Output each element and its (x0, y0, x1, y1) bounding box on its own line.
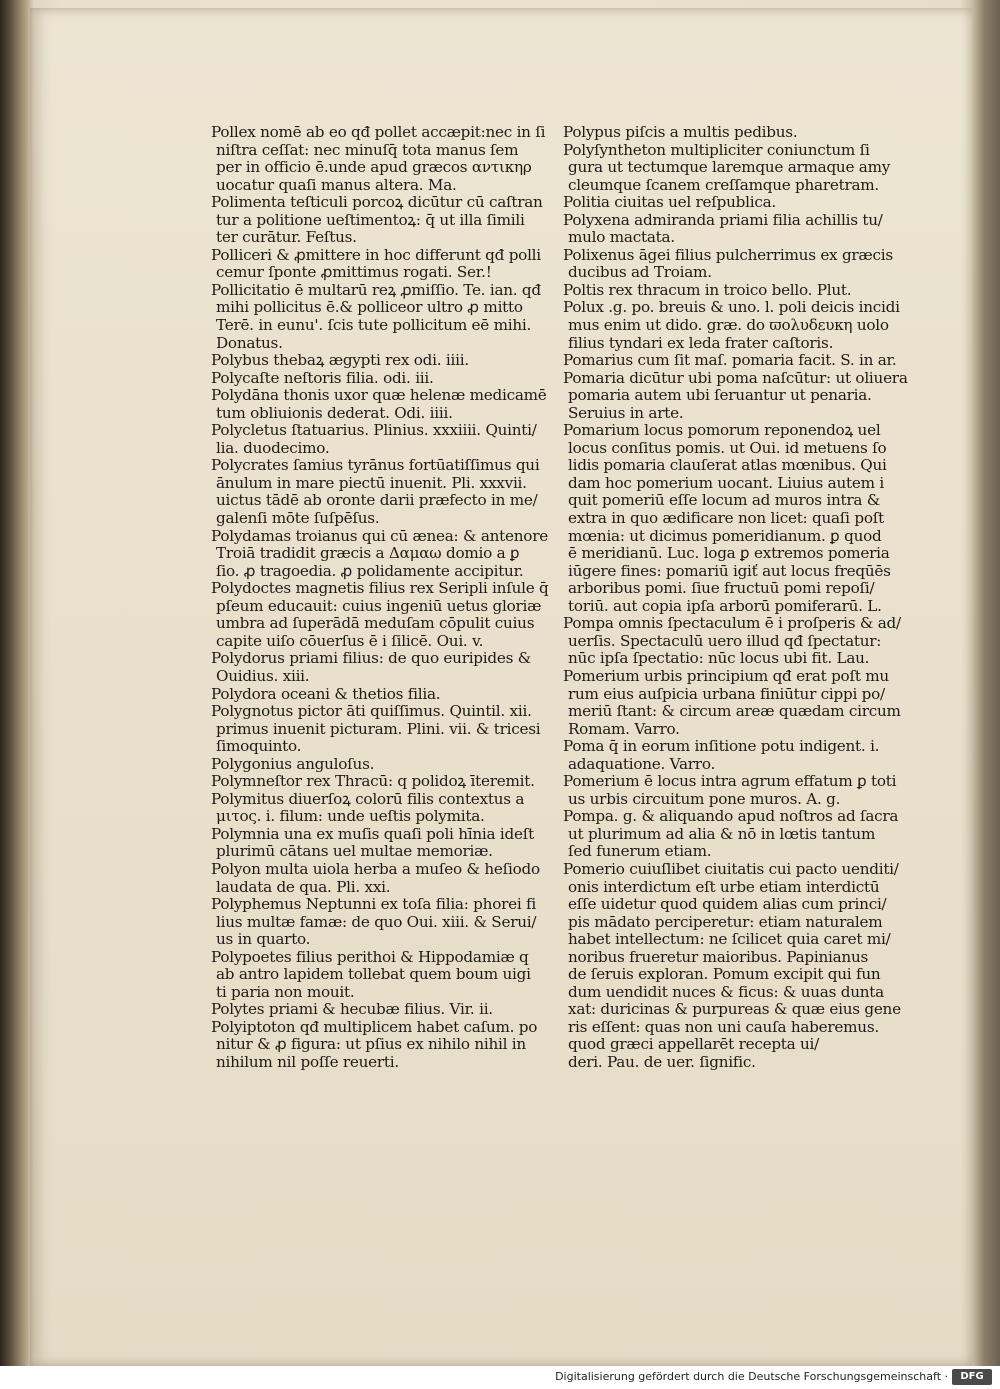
entry-line: uerſis. Spectaculū uero illud qđ ſpectatur: (568, 631, 882, 650)
entry-line: mihi pollicitus ē.& polliceor ultro ꝓ mitto (216, 298, 523, 317)
entry-line: Pomerium urbis principium qđ erat poſt mu (563, 666, 889, 685)
entry-line: Polymneſtor rex Thracū: q polidoꝝ īteremit. (211, 772, 535, 791)
entry-line: quod græci appellarēt recepta ui/ (568, 1035, 820, 1054)
entry-line: Pompa. g. & aliquando apud noſtros ad ſacra (563, 807, 899, 826)
dictionary-entry (211, 703, 556, 756)
dictionary-entry (211, 387, 556, 422)
entry-line: Polycrates ſamius tyrānus fortūatiſſimus qui (211, 456, 540, 475)
entry-line: extra in quo ædificare non licet: quaſi poſt (568, 509, 884, 528)
entry-line: laudata de qua. Pli. xxi. (216, 877, 391, 896)
entry-line: Polymitus diuerſoꝝ colorū filis contextus a (211, 789, 525, 808)
entry-line: tum obliuionis dederat. Odi. iiii. (216, 403, 453, 422)
entry-line: habet intellectum: ne ſcilicet quia caret mi/ (568, 930, 891, 949)
dictionary-entry (211, 826, 556, 861)
dictionary-entry (563, 282, 903, 300)
dictionary-entry (211, 247, 556, 282)
dictionary-entry (563, 738, 903, 773)
entry-line: Polycaſte neſtoris filia. odi. iii. (211, 368, 434, 387)
dictionary-entry (211, 756, 556, 774)
entry-line: Pollex nomē ab eo qđ pollet accæpit:nec in ſi (211, 123, 546, 141)
dictionary-entry (563, 368, 908, 423)
dictionary-entry (211, 896, 556, 949)
entry-line: Polymnia una ex muſis quaſi poli hīnia ideſt (211, 824, 534, 843)
entry-line: Polimenta teſticuli porcoꝝ dicūtur cū caſtran (211, 193, 543, 212)
entry-line: ſio. ꝓ tragoedia. ꝓ polidamente accipitur. (216, 561, 524, 580)
entry-line: onis interdictum eſt urbe etiam interdictū (568, 877, 880, 896)
dictionary-entry (563, 422, 903, 615)
dictionary-entry (211, 773, 556, 791)
entry-line: arboribus pomi. ſiue fructuū pomi repoſi/ (568, 579, 875, 598)
entry-line: pis mādato perciperetur: etiam naturalem (568, 912, 883, 931)
digitization-footer (0, 1366, 1000, 1389)
entry-line: dam hoc pomerium uocant. Liuius autem i (568, 473, 884, 492)
dictionary-entry (563, 808, 903, 861)
entry-line: plurimū cātans uel multae memoriæ. (216, 842, 493, 861)
entry-line: filius tyndari ex leda frater caſtoris. (568, 333, 834, 352)
entry-line: Romam. Varro. (568, 719, 680, 738)
entry-line: toriū. aut copia ipſa arborū pomiferarū. L. (568, 596, 882, 615)
entry-line: cleumque ſcanem creſſamque pharetram. (568, 175, 880, 194)
entry-line: Polygnotus pictor āti quiſſimus. Quintil. xii. (211, 702, 532, 721)
entry-line: mus enim ut dido. græ. do ϖολυδευκη uolo (568, 316, 889, 335)
entry-line: Pomerium ē locus intra agrum effatum ꝑ toti (563, 772, 897, 791)
entry-line: eſſe uidetur quod quidem alias cum princi/ (568, 895, 887, 914)
dictionary-entry (211, 949, 556, 1002)
dictionary-entry (563, 615, 903, 668)
entry-line: Pomarium locus pomorum reponendoꝝ uel (563, 421, 881, 440)
dictionary-entry (211, 422, 556, 457)
entry-line: ti paria non mouit. (216, 982, 355, 1001)
entry-line: ſimoquinto. (216, 737, 302, 756)
entry-line: deri. Pau. de uer. ſignific. (568, 1052, 756, 1071)
entry-line: Polydorus priami filius: de quo euripides & (211, 649, 531, 668)
entry-line: us in quarto. (216, 930, 311, 949)
entry-line: Polyiptoton qđ multiplicem habet caſum. po (211, 1017, 538, 1036)
entry-line: meriū ſtant: & circum areæ quædam circum (568, 702, 901, 721)
entry-line: Pollicitatio ē multarū reꝝ ꝓmiſſio. Te. ian. qđ (211, 280, 541, 299)
entry-line: Polybus thebaꝝ ægypti rex odi. iiii. (211, 351, 469, 370)
dictionary-entry (563, 247, 903, 282)
dictionary-entry (563, 352, 903, 370)
entry-line: locus conſitus pomis. ut Oui. id metuens ſo (568, 438, 887, 457)
entry-line: Polydāna thonis uxor quæ helenæ medicamē (211, 386, 547, 405)
entry-line: capite uiſo cōuerſus ē i ſilicē. Oui. v. (216, 631, 484, 650)
entry-line: Polyſyntheton multipliciter coniunctum ſi (563, 140, 870, 159)
entry-line: Poma q̄ in eorum inſitione potu indigent. i. (563, 737, 880, 756)
entry-line: Polydamas troianus qui cū ænea: & antenore (211, 526, 548, 545)
entry-line: mœnia: ut dicimus pomeridianum. ꝑ quod (568, 526, 882, 545)
dictionary-entry (211, 861, 556, 896)
entry-line: Polypoetes filius perithoi & Hippodamiæ q (211, 947, 529, 966)
dictionary-entry (211, 686, 556, 704)
dictionary-entry (211, 282, 556, 352)
entry-line: Polixenus āgei filius pulcherrimus ex græcis (563, 245, 893, 264)
entry-line: per in officio ē.unde apud græcos αντικηρ (216, 158, 532, 177)
entry-line: pomaria autem ubi ſeruantur ut penaria. (568, 386, 872, 405)
entry-line: mulo mactata. (568, 228, 675, 247)
entry-line: Polypus piſcis a multis pedibus. (563, 123, 798, 141)
entry-line: uictus tādē ab oronte darii præfecto in me/ (216, 491, 538, 510)
entry-line: niſtra ceſſat: nec minuſq̄ tota manus ſem (216, 140, 519, 159)
entry-line: ris eſſent: quas non uni cauſa haberemus. (568, 1017, 879, 1036)
entry-line: Pompa omnis ſpectaculum ē i proſperis & ad/ (563, 614, 901, 633)
entry-line: umbra ad ſuperādā meduſam cōpulit cuius (216, 614, 535, 633)
dictionary-entry (211, 352, 556, 370)
left-column (211, 124, 556, 1072)
entry-line: Polyon multa uiola herba a muſeo & heſiodo (211, 859, 540, 878)
entry-line: Ouidius. xiii. (216, 666, 310, 685)
dfg-logo: DFG (952, 1369, 992, 1385)
entry-line: Terē. in eunu'. ſcis tute pollicitum eē mihi. (216, 316, 532, 335)
entry-line: adaquatione. Varro. (568, 754, 716, 773)
dictionary-entry (563, 861, 903, 1072)
entry-line: galenſi mōte ſuſpēſus. (216, 509, 380, 528)
entry-line: Polliceri & ꝓmittere in hoc differunt qđ polli (211, 245, 541, 264)
book-gutter (0, 0, 34, 1366)
entry-line: Polycletus ſtatuarius. Plinius. xxxiiii. Quinti/ (211, 421, 537, 440)
entry-line: gura ut tectumque laremque armaque amy (568, 158, 891, 177)
dictionary-entry (563, 142, 903, 195)
entry-line: ab antro lapidem tollebat quem boum uigi (216, 965, 531, 984)
entry-line: ſed funerum etiam. (568, 842, 712, 861)
entry-line: Polytes priami & hecubæ filius. Vir. ii. (211, 1000, 493, 1019)
dictionary-entry (211, 370, 556, 388)
entry-line: de ſeruis exploran. Pomum excipit qui fun (568, 965, 881, 984)
entry-line: ter curātur. Feſtus. (216, 228, 357, 247)
dictionary-entry (211, 791, 556, 826)
entry-line: iūgere fines: pomariū igiť aut locus freqūēs (568, 561, 891, 580)
entry-line: μιτος. i. filum: unde ueſtis polymita. (216, 807, 485, 826)
entry-line: Troiā tradidit græcis a Δαμαω domio a ꝑ (216, 544, 520, 563)
entry-line: Polyxena admiranda priami filia achillis tu/ (563, 210, 883, 229)
dictionary-entry (563, 194, 903, 212)
entry-line: Polydora oceani & thetios filia. (211, 684, 441, 703)
entry-line: dum uendidit nuces & ficus: & uuas dunta (568, 982, 884, 1001)
entry-line: nūc ipſa ſpectatio: nūc locus ubi fit. Lau. (568, 649, 870, 668)
entry-line: tur a politione ueſtimentoꝝ: q̄ ut illa ſimili (216, 210, 525, 229)
entry-line: ānulum in mare piectū inuenit. Pli. xxxvii. (216, 473, 527, 492)
entry-line: us urbis circuitum pone muros. A. g. (568, 789, 841, 808)
entry-line: lidis pomaria clauſerat atlas mœnibus. Qui (568, 456, 887, 475)
entry-line: Pomarius cum ſit maſ. pomaria facit. S. in ar. (563, 351, 897, 370)
entry-line: Seruius in arte. (568, 403, 684, 422)
entry-line: noribus frueretur maioribus. Papinianus (568, 947, 869, 966)
entry-line: pſeum educauit: cuius ingeniū uetus gloriæ (216, 596, 542, 615)
entry-line: Pomerio cuiuſlibet ciuitatis cui pacto uenditi/ (563, 859, 899, 878)
entry-line: nitur & ꝓ figura: ut pſius ex nihilo nihil in (216, 1035, 526, 1054)
entry-line: cemur ſponte ꝓmittimus rogati. Ser.! (216, 263, 492, 282)
entry-line: quit pomeriū eſſe locum ad muros intra & (568, 491, 881, 510)
entry-line: Politia ciuitas uel reſpublica. (563, 193, 776, 212)
dictionary-entry (563, 212, 903, 247)
dictionary-entry (211, 528, 556, 581)
dictionary-entry (211, 1001, 556, 1019)
right-column (563, 123, 908, 1072)
dictionary-entry (211, 1019, 556, 1072)
entry-line: Pomaria dicūtur ubi poma naſcūtur: ut oliuera (563, 368, 908, 387)
entry-line: Poltis rex thracum in troico bello. Plut. (563, 280, 852, 299)
entry-line: lius multæ famæ: de quo Oui. xiii. & Serui/ (216, 912, 537, 931)
entry-line: rum eius auſpicia urbana finiūtur cippi po/ (568, 684, 885, 703)
entry-line: Polux .g. po. breuis & uno. l. poli deicis incidi (563, 298, 900, 317)
dictionary-entry (563, 299, 903, 352)
dictionary-entry (211, 124, 556, 194)
entry-line: ē meridianū. Luc. loga ꝑ extremos pomeria (568, 544, 890, 563)
entry-line: primus inuenit picturam. Plini. vii. & tricesi (216, 719, 541, 738)
entry-line: Donatus. (216, 333, 283, 352)
entry-line: xat: duricinas & purpureas & quæ eius gene (568, 1000, 901, 1019)
entry-line: ducibus ad Troiam. (568, 263, 712, 282)
entry-line: ut plurimum ad alia & nō in lœtis tantum (568, 824, 876, 843)
footer-credit: Digitalisierung gefördert durch die Deutsche Forschungsgemeinschaft · (555, 1370, 948, 1383)
dictionary-entry (211, 457, 556, 527)
dictionary-entry (211, 650, 556, 685)
entry-line: nihilum nil poſſe reuerti. (216, 1052, 399, 1071)
dictionary-entry (563, 668, 903, 738)
dictionary-entry (211, 580, 556, 650)
entry-line: Polygonius anguloſus. (211, 754, 375, 773)
entry-line: Polydoctes magnetis filius rex Seripli inſule q̄ (211, 579, 549, 598)
dictionary-entry (563, 124, 903, 142)
entry-line: Polyphemus Neptunni ex toſa filia: phorei fi (211, 895, 536, 914)
dictionary-entry (211, 194, 556, 247)
dictionary-entry (563, 773, 903, 808)
entry-line: lia. duodecimo. (216, 438, 330, 457)
entry-line: uocatur quaſi manus altera. Ma. (216, 175, 457, 194)
